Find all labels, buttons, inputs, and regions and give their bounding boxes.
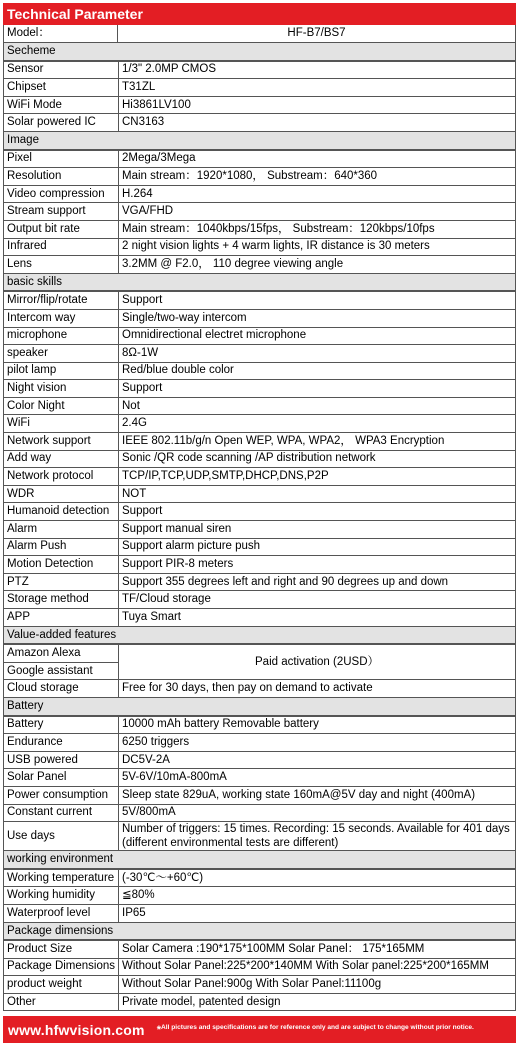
table-row [4, 573, 516, 591]
spec-table-image [3, 150, 516, 274]
table-row [4, 680, 516, 698]
spec-value: 6250 triggers [119, 734, 516, 752]
section-header-package-dimensions: Package dimensions [3, 923, 516, 941]
table-row [4, 96, 516, 114]
table-row [4, 450, 516, 468]
disclaimer-text: All pictures and specifications are for reference only and are subject to change without prior notice. [160, 1023, 474, 1031]
spec-label: Resolution [4, 168, 119, 186]
table-row [4, 591, 516, 609]
table-row [4, 238, 516, 256]
spec-value: Support [119, 503, 516, 521]
section-header-image: Image [3, 132, 516, 150]
spec-value: ≦80% [119, 887, 516, 905]
spec-label: USB powered [4, 751, 119, 769]
spec-table-battery [3, 716, 516, 852]
spec-value: Without Solar Panel:225*200*140MM With Solar panel:225*200*165MM [119, 958, 516, 976]
spec-label: Amazon Alexa [4, 645, 119, 663]
spec-label: Mirror/flip/rotate [4, 292, 119, 310]
spec-label: Solar Panel [4, 769, 119, 787]
spec-value: (-30℃～+60℃) [119, 869, 516, 887]
section-header-secheme: Secheme [3, 43, 516, 61]
spec-value: Solar Camera :190*175*100MM Solar Panel： 175*165MM [119, 941, 516, 959]
spec-label: Add way [4, 450, 119, 468]
spec-label: Output bit rate [4, 220, 119, 238]
section-header-battery: Battery [3, 698, 516, 716]
spec-label: product weight [4, 976, 119, 994]
spec-value: Number of triggers: 15 times. Recording: 15 seconds. Available for 401 days (different environmental tests are different) [119, 822, 516, 851]
table-row [4, 822, 516, 851]
spec-table-basic-skills [3, 291, 516, 626]
table-row [4, 327, 516, 345]
table-row [4, 645, 516, 663]
spec-value: Support alarm picture push [119, 538, 516, 556]
spec-label: Alarm Push [4, 538, 119, 556]
section-header-basic-skills: basic skills [3, 274, 516, 292]
table-row [4, 150, 516, 168]
spec-value: Not [119, 397, 516, 415]
table-row [4, 415, 516, 433]
asterisk: * [156, 1023, 161, 1036]
spec-value: 8Ω-1W [119, 345, 516, 363]
table-row [4, 433, 516, 451]
table-row [4, 309, 516, 327]
spec-label: Video compression [4, 185, 119, 203]
spec-label: WiFi Mode [4, 96, 119, 114]
table-row [4, 538, 516, 556]
spec-value: CN3163 [119, 114, 516, 132]
spec-value: 5V-6V/10mA-800mA [119, 769, 516, 787]
table-row [4, 716, 516, 734]
table-row [4, 292, 516, 310]
spec-value: IP65 [119, 904, 516, 922]
spec-value: 1/3" 2.0MP CMOS [119, 61, 516, 79]
spec-value: Tuya Smart [119, 609, 516, 627]
spec-value: 5V/800mA [119, 804, 516, 822]
model-row [3, 25, 516, 43]
spec-label: WiFi [4, 415, 119, 433]
spec-value: Support [119, 292, 516, 310]
spec-label: Pixel [4, 150, 119, 168]
table-row [4, 904, 516, 922]
spec-label: Chipset [4, 79, 119, 97]
table-row [4, 397, 516, 415]
table-row [4, 345, 516, 363]
spec-label: Working humidity [4, 887, 119, 905]
spec-value: Support [119, 380, 516, 398]
table-row [4, 976, 516, 994]
table-row [4, 362, 516, 380]
table-row [4, 958, 516, 976]
table-row [4, 61, 516, 79]
spec-label: Cloud storage [4, 680, 119, 698]
spec-value: Free for 30 days, then pay on demand to activate [119, 680, 516, 698]
table-row [4, 521, 516, 539]
spec-label: pilot lamp [4, 362, 119, 380]
model-label: Model： [4, 25, 118, 42]
spec-table-package-dimensions [3, 940, 516, 1011]
website-link[interactable]: www.hfwvision.com [8, 1021, 145, 1038]
spec-value: H.264 [119, 185, 516, 203]
table-row [4, 468, 516, 486]
page-title: Technical Parameter [3, 3, 516, 25]
spec-value: Support 355 degrees left and right and 90 degrees up and down [119, 573, 516, 591]
spec-label: Color Night [4, 397, 119, 415]
spec-value: Red/blue double color [119, 362, 516, 380]
spec-value: IEEE 802.11b/g/n Open WEP, WPA, WPA2， WPA3 Encryption [119, 433, 516, 451]
table-row [4, 203, 516, 221]
model-value: HF-B7/BS7 [287, 27, 346, 39]
spec-value: Omnidirectional electret microphone [119, 327, 516, 345]
spec-value: 2.4G [119, 415, 516, 433]
spec-value: TCP/IP,TCP,UDP,SMTP,DHCP,DNS,P2P [119, 468, 516, 486]
table-row [4, 734, 516, 752]
spec-value: 2Mega/3Mega [119, 150, 516, 168]
spec-table-working-environment [3, 869, 516, 923]
table-row [4, 220, 516, 238]
spec-value: Sleep state 829uA, working state 160mA@5V day and night (400mA) [119, 786, 516, 804]
spec-label: PTZ [4, 573, 119, 591]
spec-value: DC5V-2A [119, 751, 516, 769]
spec-label: Endurance [4, 734, 119, 752]
table-row [4, 256, 516, 274]
spec-label: Storage method [4, 591, 119, 609]
spec-value: T31ZL [119, 79, 516, 97]
table-row [4, 168, 516, 186]
spec-label: Constant current [4, 804, 119, 822]
table-row [4, 556, 516, 574]
table-row [4, 380, 516, 398]
spec-label: Stream support [4, 203, 119, 221]
spec-table-value-added-features [3, 644, 516, 698]
table-row [4, 869, 516, 887]
spec-value: Hi3861LV100 [119, 96, 516, 114]
spec-label: Humanoid detection [4, 503, 119, 521]
section-header-working-environment: working environment [3, 851, 516, 869]
table-row [4, 485, 516, 503]
table-row [4, 185, 516, 203]
spec-value: Main stream：1920*1080， Substream：640*360 [119, 168, 516, 186]
spec-label: Other [4, 993, 119, 1011]
spec-label: Product Size [4, 941, 119, 959]
spec-label: Infrared [4, 238, 119, 256]
table-row [4, 786, 516, 804]
spec-sections [3, 43, 516, 1011]
spec-value: Single/two-way intercom [119, 309, 516, 327]
spec-label: microphone [4, 327, 119, 345]
spec-label: Use days [4, 822, 119, 851]
table-row [4, 993, 516, 1011]
spec-label: Intercom way [4, 309, 119, 327]
spec-label: Alarm [4, 521, 119, 539]
spec-value: NOT [119, 485, 516, 503]
spec-label: Night vision [4, 380, 119, 398]
spec-label: Working temperature [4, 869, 119, 887]
spec-value: Support PIR-8 meters [119, 556, 516, 574]
footer-bar [3, 1016, 516, 1043]
spec-label: Network protocol [4, 468, 119, 486]
table-row [4, 751, 516, 769]
spec-label: Battery [4, 716, 119, 734]
spec-value: Sonic /QR code scanning /AP distribution network [119, 450, 516, 468]
spec-value: Private model, patented design [119, 993, 516, 1011]
spec-value: Paid activation (2USD） [119, 645, 516, 680]
spec-label: APP [4, 609, 119, 627]
spec-sheet [3, 3, 516, 1043]
spec-value: Support manual siren [119, 521, 516, 539]
table-row [4, 769, 516, 787]
spec-value: 3.2MM @ F2.0， 110 degree viewing angle [119, 256, 516, 274]
spec-value: TF/Cloud storage [119, 591, 516, 609]
spec-label: Power consumption [4, 786, 119, 804]
spec-label: Google assistant [4, 662, 119, 680]
spec-value: Without Solar Panel:900g With Solar Panel:11100g [119, 976, 516, 994]
table-row [4, 941, 516, 959]
table-row [4, 804, 516, 822]
spec-label: Package Dimensions [4, 958, 119, 976]
spec-label: Motion Detection [4, 556, 119, 574]
spec-value: 2 night vision lights + 4 warm lights, IR distance is 30 meters [119, 238, 516, 256]
table-row [4, 79, 516, 97]
spec-value: Main stream：1040kbps/15fps， Substream：120kbps/10fps [119, 220, 516, 238]
spec-label: Network support [4, 433, 119, 451]
spec-label: WDR [4, 485, 119, 503]
spec-label: Waterproof level [4, 904, 119, 922]
table-row [4, 114, 516, 132]
spec-label: Solar powered IC [4, 114, 119, 132]
spec-value: 10000 mAh battery Removable battery [119, 716, 516, 734]
table-row [4, 609, 516, 627]
table-row [4, 503, 516, 521]
spec-table-secheme [3, 61, 516, 132]
disclaimer-note [157, 1024, 474, 1036]
spec-label: Lens [4, 256, 119, 274]
spec-value: VGA/FHD [119, 203, 516, 221]
section-header-value-added-features: Value-added features [3, 627, 516, 645]
spec-label: Sensor [4, 61, 119, 79]
spec-label: speaker [4, 345, 119, 363]
